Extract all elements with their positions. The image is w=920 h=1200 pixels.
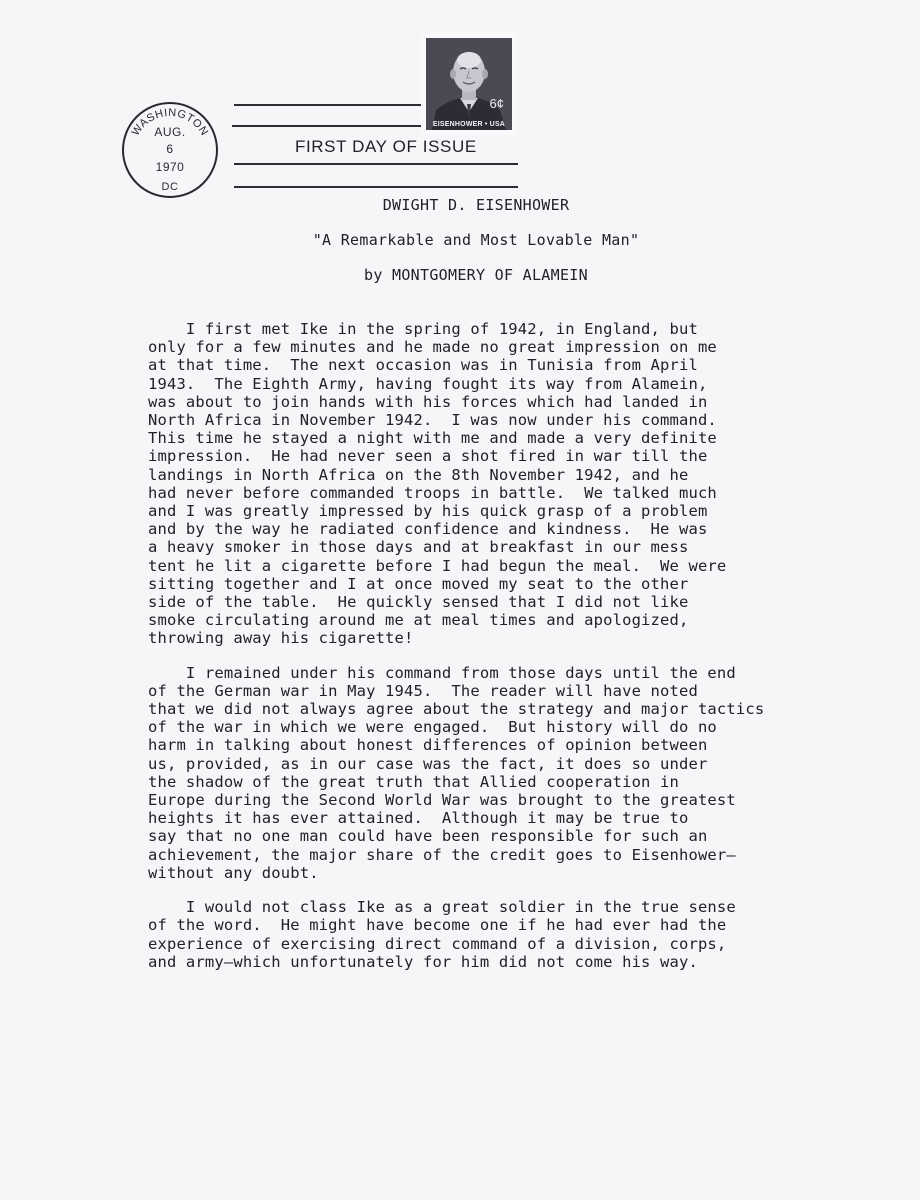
postmark-day: 6: [166, 142, 174, 156]
text-line: landings in North Africa on the 8th November 1942, and he: [148, 465, 689, 484]
article-subtitle: "A Remarkable and Most Lovable Man": [312, 231, 640, 249]
text-line: of the war in which we were engaged. But history will do no: [148, 718, 717, 737]
text-line: I first met Ike in the spring of 1942, in England, but: [148, 320, 698, 338]
cancel-line: [234, 163, 518, 165]
text-line: heights it has ever attained. Although it may be true to: [148, 809, 689, 828]
text-line: side of the table. He quickly sensed that I did not like: [148, 593, 689, 612]
postmark-year: 1970: [155, 160, 185, 174]
text-line: tent he lit a cigarette before I had begun the meal. We were: [148, 556, 727, 575]
article-paragraph: [148, 664, 860, 882]
text-line: a heavy smoker in those days and at breakfast in our mess: [148, 538, 689, 557]
postmark-month: AUG.: [154, 125, 186, 139]
stamp-portrait: [426, 38, 512, 130]
text-line: at that time. The next occasion was in Tunisia from April: [148, 356, 698, 375]
text-line: and army—which unfortunately for him did not come his way.: [148, 952, 698, 971]
text-line: 1943. The Eighth Army, having fought its way from Alamein,: [148, 374, 708, 393]
postage-stamp: [421, 33, 517, 135]
text-line: the shadow of the great truth that Allied cooperation in: [148, 772, 679, 791]
text-line: and by the way he radiated confidence and kindness. He was: [148, 520, 708, 539]
text-line: that we did not always agree about the strategy and major tactics: [148, 700, 765, 719]
article-byline: by MONTGOMERY OF ALAMEIN: [364, 266, 588, 284]
article-body: [148, 320, 860, 987]
text-line: Europe during the Second World War was brought to the greatest: [148, 791, 736, 810]
text-line: smoke circulating around me at meal times and apologized,: [148, 611, 689, 630]
text-line: was about to join hands with his forces which had landed in: [148, 392, 708, 411]
text-line: impression. He had never seen a shot fired in war till the: [148, 447, 708, 466]
cancel-line: [234, 186, 518, 188]
text-line: This time he stayed a night with me and made a very definite: [148, 429, 717, 448]
text-line: us, provided, as in our case was the fact, it does so under: [148, 754, 708, 773]
text-line: sitting together and I at once moved my seat to the other: [148, 574, 689, 593]
text-line: harm in talking about honest differences of opinion between: [148, 736, 708, 755]
text-line: I would not class Ike as a great soldier in the true sense: [148, 898, 736, 917]
article-title: DWIGHT D. EISENHOWER: [382, 196, 570, 214]
cancel-line: [232, 125, 422, 127]
text-line: of the German war in May 1945. The reader will have noted: [148, 681, 698, 700]
first-day-of-issue-label: FIRST DAY OF ISSUE: [295, 137, 477, 156]
text-line: had never before commanded troops in battle. We talked much: [148, 483, 717, 502]
article-paragraph: [148, 320, 860, 648]
text-line: achievement, the major share of the credit goes to Eisenhower—: [148, 845, 736, 864]
eisenhower-portrait-icon: [426, 38, 512, 130]
text-line: say that no one man could have been responsible for such an: [148, 827, 708, 846]
text-line: throwing away his cigarette!: [148, 629, 414, 648]
text-line: experience of exercising direct command of a division, corps,: [148, 934, 727, 953]
postmark-city: WASHINGTON: [129, 106, 211, 139]
stamp-caption: EISENHOWER • USA: [432, 121, 506, 128]
postmark-state: DC: [161, 181, 179, 193]
text-line: only for a few minutes and he made no great impression on me: [148, 338, 717, 357]
cancel-line: [234, 104, 424, 106]
postmark: [120, 100, 220, 200]
text-line: of the word. He might have become one if he had ever had the: [148, 916, 727, 935]
text-line: and I was greatly impressed by his quick grasp of a problem: [148, 502, 708, 521]
text-line: I remained under his command from those days until the end: [148, 663, 736, 682]
text-line: North Africa in November 1942. I was now under his command.: [148, 411, 717, 430]
article-paragraph: [148, 898, 860, 971]
text-line: without any doubt.: [148, 863, 319, 882]
stamp-denomination: 6¢: [489, 96, 504, 111]
